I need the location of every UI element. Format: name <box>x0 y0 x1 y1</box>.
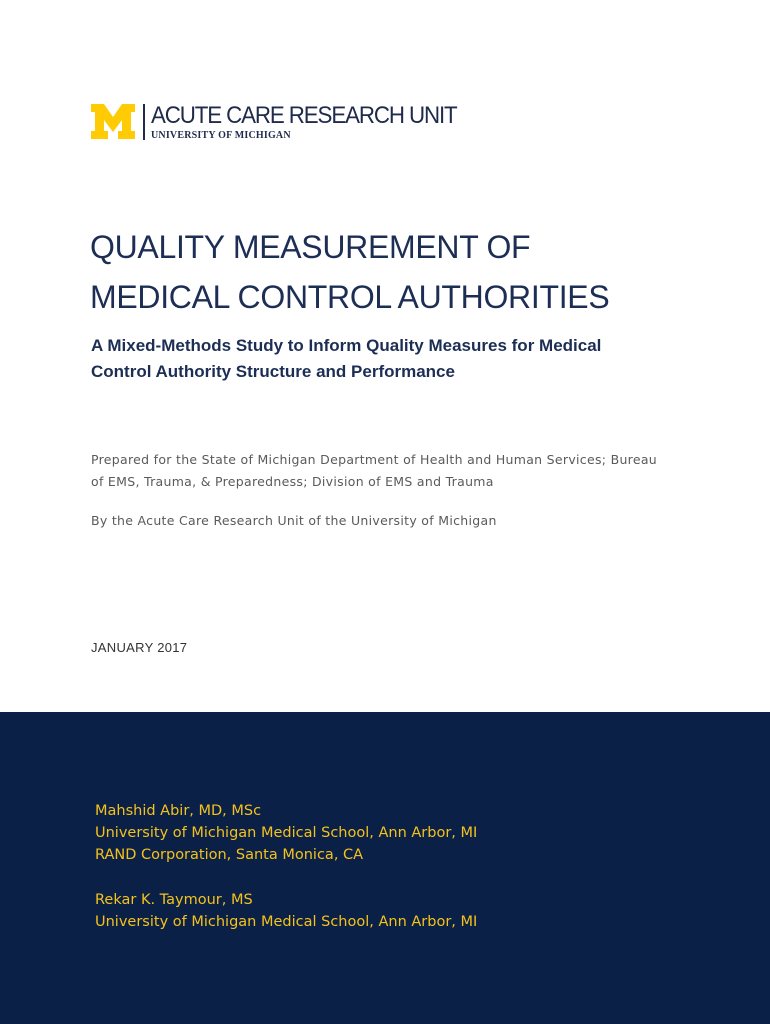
prepared-for-statement <box>91 449 691 493</box>
author-affiliation: University of Michigan Medical School, Ann Arbor, MI <box>95 825 478 841</box>
logo-text <box>151 104 480 142</box>
publication-date: JANUARY 2017 <box>91 640 188 655</box>
report-title-line-1: QUALITY MEASUREMENT OF <box>90 229 531 265</box>
logo-unit-name: ACUTE CARE RESEARCH UNIT <box>151 102 457 129</box>
logo-divider <box>143 104 145 140</box>
prepared-for-line-2: of EMS, Trauma, & Preparedness; Division of EMS and Trauma <box>91 474 494 489</box>
report-title <box>90 222 710 322</box>
author-name: Mahshid Abir, MD, MSc <box>95 803 262 819</box>
author-affiliation: RAND Corporation, Santa Monica, CA <box>95 847 364 863</box>
report-subtitle <box>91 333 691 385</box>
author-name: Rekar K. Taymour, MS <box>95 892 253 908</box>
author-affiliation: University of Michigan Medical School, Ann Arbor, MI <box>95 914 478 930</box>
report-subtitle-line-2: Control Authority Structure and Performance <box>91 362 455 381</box>
block-m-logo-icon <box>91 104 135 139</box>
authors-panel <box>0 712 770 1024</box>
report-subtitle-line-1: A Mixed-Methods Study to Inform Quality Measures for Medical <box>91 336 602 355</box>
byline: By the Acute Care Research Unit of the University of Michigan <box>91 513 497 528</box>
acute-care-research-unit-logo <box>91 104 480 144</box>
author-block <box>95 889 477 933</box>
report-title-line-2: MEDICAL CONTROL AUTHORITIES <box>90 279 610 315</box>
logo-university-name: UNIVERSITY OF MICHIGAN <box>151 130 291 141</box>
author-block <box>95 800 477 866</box>
prepared-for-line-1: Prepared for the State of Michigan Department of Health and Human Services; Bureau <box>91 452 658 467</box>
